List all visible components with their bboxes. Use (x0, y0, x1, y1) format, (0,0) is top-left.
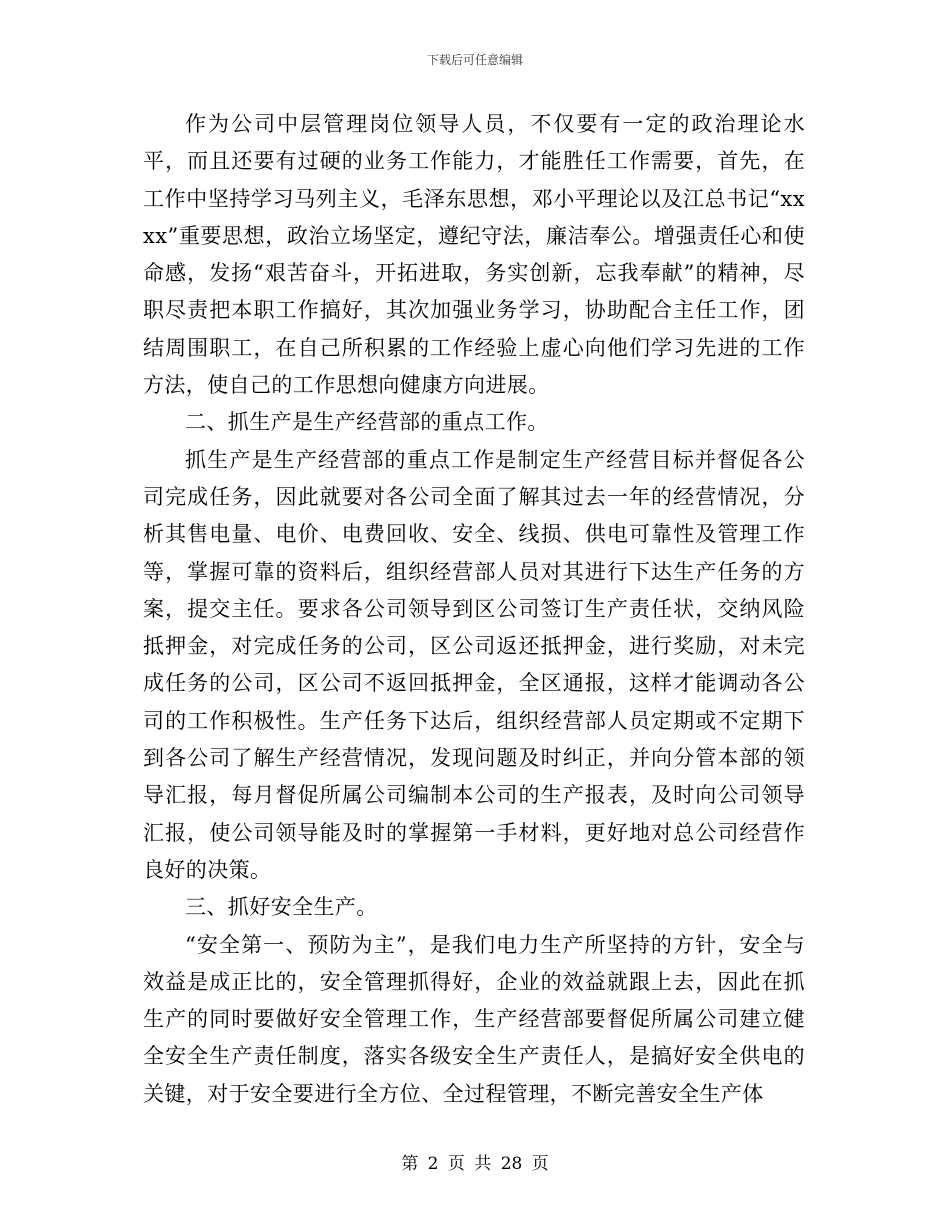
page-number: 第 2 页 共 28 页 (401, 1154, 549, 1174)
paragraph-safety: “安全第一、预防为主”，是我们电力生产所坚持的方针，安全与效益是成正比的，安全管理抓得好，企业的效益就跟上去，因此在抓生产的同时要做好安全管理工作，生产经营部要督促所属公司建立健全安全生产责任制度，落实各级安全生产责任人，是搞好安全供电的关键，对于安全要进行全方位、全过程管理，不断完善安全生产体 (143, 932, 805, 1106)
paragraph-production: 抓生产是生产经营部的重点工作是制定生产经营目标并督促各公司完成任务，因此就要对各公司全面了解其过去一年的经营情况，分析其售电量、电价、电费回收、安全、线损、供电可靠性及管理工作等，掌握可靠的资料后，组织经营部人员对其进行下达生产任务的方案，提交主任。要求各公司领导到区公司签订生产责任状，交纳风险抵押金，对完成任务的公司，区公司返还抵押金，进行奖励，对未完成任务的公司，区公司不返回抵押金，全区通报，这样才能调动各公司的工作积极性。生产任务下达后，组织经营部人员定期或不定期下到各公司了解生产经营情况，发现问题及时纠正，并向分管本部的领导汇报，每月督促所属公司编制本公司的生产报表，及时向公司领导汇报，使公司领导能及时的掌握第一手材料，更好地对总公司经营作良好的决策。 (143, 447, 805, 882)
page-header-note: 下载后可任意编辑 (426, 53, 523, 67)
section-heading-safety: 三、抓好安全生产。 (185, 895, 378, 920)
document-body (143, 106, 805, 1113)
section-heading-production: 二、抓生产是生产经营部的重点工作。 (185, 410, 549, 435)
paragraph-intro: 作为公司中层管理岗位领导人员，不仅要有一定的政治理论水平，而且还要有过硬的业务工作能力，才能胜任工作需要，首先，在工作中坚持学习马列主义，毛泽东思想，邓小平理论以及江总书记“xxxx”重要思想，政治立场坚定，遵纪守法，廉洁奉公。增强责任心和使命感，发扬“艰苦奋斗，开拓进取，务实创新，忘我奉献”的精神，尽职尽责把本职工作搞好，其次加强业务学习，协助配合主任工作，团结周围职工，在自己所积累的工作经验上虚心向他们学习先进的工作方法，使自己的工作思想向健康方向进展。 (143, 112, 805, 398)
